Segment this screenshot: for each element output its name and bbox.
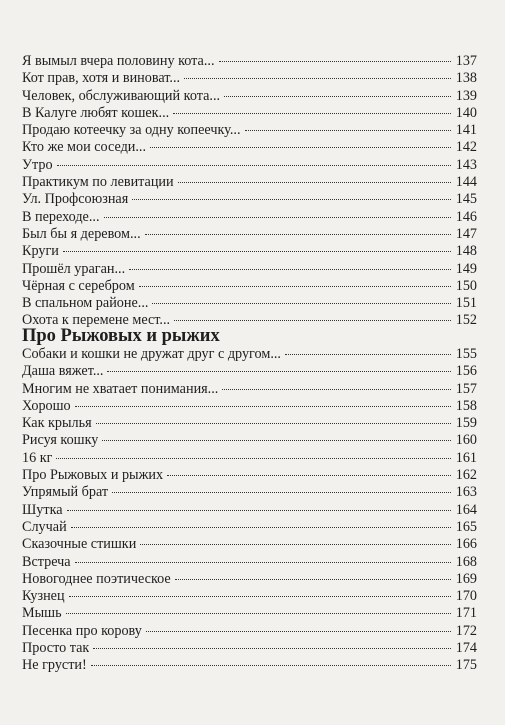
toc-entry-title: Шутка (22, 501, 63, 518)
toc-entry-title: Упрямый брат (22, 484, 109, 501)
toc-entry-page-number: 156 (455, 363, 477, 380)
toc-entry-page-number: 169 (455, 570, 477, 587)
dot-leader (102, 440, 451, 441)
toc-list-part2 (22, 346, 477, 675)
dot-leader (75, 562, 451, 563)
toc-entry-title: Просто так (22, 640, 90, 657)
dot-leader (107, 371, 451, 372)
toc-entry-title: Про Рыжовых и рыжих (22, 467, 164, 484)
toc-entry-title: Я вымыл вчера половину кота... (22, 53, 215, 69)
dot-leader (145, 234, 451, 235)
toc-entry-title: Был бы я деревом... (22, 225, 141, 242)
toc-entry-page-number: 168 (455, 553, 477, 570)
dot-leader (93, 648, 451, 649)
dot-leader (71, 527, 451, 528)
toc-entry (22, 226, 477, 243)
dot-leader (56, 458, 451, 459)
toc-entry (22, 657, 477, 674)
toc-entry-page-number: 163 (455, 484, 477, 501)
toc-entry-title: Охота к перемене мест... (22, 312, 171, 329)
toc-entry-title: Даша вяжет... (22, 363, 104, 380)
dot-leader (175, 579, 451, 580)
toc-entry-title: Человек, обслуживающий кота... (22, 87, 221, 104)
dot-leader (139, 286, 451, 287)
toc-entry-title: Кто же мои соседи... (22, 139, 147, 156)
dot-leader (173, 113, 451, 114)
dot-leader (96, 423, 451, 424)
toc-entry-page-number: 152 (455, 312, 477, 329)
dot-leader (75, 406, 451, 407)
toc-entry-title: Кузнец (22, 588, 65, 605)
dot-leader (140, 544, 451, 545)
toc-entry-page-number: 148 (455, 243, 477, 260)
toc-entry-page-number: 155 (455, 346, 477, 362)
toc-entry-page-number: 164 (455, 501, 477, 518)
toc-entry (22, 174, 477, 191)
toc-entry-title: В спальном районе... (22, 295, 149, 312)
toc-entry-title: Утро (22, 156, 53, 173)
toc-entry-page-number: 140 (455, 104, 477, 121)
toc-entry-title: Практикум по левитации (22, 174, 174, 191)
toc-entry-title: Ул. Профсоюзная (22, 191, 129, 208)
toc-entry-page-number: 166 (455, 536, 477, 553)
toc-entry (22, 519, 477, 536)
dot-leader (67, 510, 451, 511)
toc-entry-page-number: 146 (455, 208, 477, 225)
dot-leader (224, 96, 451, 97)
toc-entry (22, 88, 477, 105)
dot-leader (66, 613, 451, 614)
toc-entry-page-number: 147 (455, 225, 477, 242)
toc-entry (22, 346, 477, 363)
toc-entry (22, 502, 477, 519)
dot-leader (129, 269, 451, 270)
dot-leader (184, 78, 451, 79)
toc-entry-title: Чёрная с серебром (22, 277, 135, 294)
toc-entry-title: Хорошо (22, 397, 71, 414)
toc-entry-title: Не грусти! (22, 657, 87, 674)
toc-entry-page-number: 144 (455, 174, 477, 191)
toc-entry (22, 157, 477, 174)
dot-leader (167, 475, 451, 476)
toc-entry-title: Прошёл ураган... (22, 260, 126, 277)
toc-entry-title: В переходе... (22, 208, 100, 225)
toc-entry (22, 243, 477, 260)
toc-entry-page-number: 160 (455, 432, 477, 449)
toc-entry (22, 415, 477, 432)
toc-entry-page-number: 159 (455, 415, 477, 432)
toc-entry-title: Песенка про корову (22, 622, 142, 639)
toc-entry (22, 122, 477, 139)
toc-entry-page-number: 139 (455, 87, 477, 104)
toc-entry (22, 70, 477, 87)
toc-entry-page-number: 174 (455, 640, 477, 657)
section-heading: Про Рыжовых и рыжих (22, 326, 220, 346)
toc-entry (22, 363, 477, 380)
toc-entry-title: Случай (22, 518, 67, 535)
toc-entry (22, 278, 477, 295)
toc-entry (22, 484, 477, 501)
toc-entry-page-number: 172 (455, 622, 477, 639)
toc-entry-page-number: 171 (455, 605, 477, 622)
toc-entry-page-number: 157 (455, 380, 477, 397)
dot-leader (174, 320, 451, 321)
toc-entry (22, 432, 477, 449)
toc-entry-title: Рисуя кошку (22, 432, 99, 449)
toc-entry-page-number: 149 (455, 260, 477, 277)
dot-leader (222, 389, 451, 390)
toc-entry-page-number: 151 (455, 295, 477, 312)
toc-entry (22, 623, 477, 640)
toc-entry (22, 105, 477, 122)
toc-entry (22, 571, 477, 588)
toc-entry (22, 588, 477, 605)
dot-leader (104, 217, 452, 218)
dot-leader (146, 631, 451, 632)
dot-leader (112, 492, 451, 493)
toc-entry (22, 209, 477, 226)
toc-entry-page-number: 138 (455, 70, 477, 87)
dot-leader (57, 165, 451, 166)
toc-entry-title: Круги (22, 243, 59, 260)
toc-entry (22, 605, 477, 622)
toc-entry-page-number: 141 (455, 122, 477, 139)
toc-entry-title: Кот прав, хотя и виноват... (22, 70, 181, 87)
toc-entry-page-number: 142 (455, 139, 477, 156)
toc-entry-page-number: 161 (455, 449, 477, 466)
toc-entry (22, 398, 477, 415)
toc-entry (22, 53, 477, 70)
toc-entry (22, 467, 477, 484)
toc-entry-title: Собаки и кошки не дружат друг с другом... (22, 346, 281, 362)
toc-entry-page-number: 158 (455, 397, 477, 414)
toc-entry-page-number: 162 (455, 467, 477, 484)
toc-entry-title: В Калуге любят кошек... (22, 104, 170, 121)
dot-leader (69, 596, 451, 597)
toc-entry (22, 450, 477, 467)
toc-entry-page-number: 165 (455, 518, 477, 535)
dot-leader (245, 130, 452, 131)
toc-entry-page-number: 170 (455, 588, 477, 605)
toc-entry (22, 536, 477, 553)
toc-entry-title: Новогоднее поэтическое (22, 570, 171, 587)
dot-leader (150, 147, 451, 148)
toc-list-part1 (22, 53, 477, 330)
dot-leader (219, 61, 452, 62)
toc-entry-title: Сказочные стишки (22, 536, 137, 553)
toc-entry-title: Продаю котеечку за одну копеечку... (22, 122, 241, 139)
toc-entry-title: Как крылья (22, 415, 92, 432)
toc-entry (22, 191, 477, 208)
toc-entry-page-number: 150 (455, 277, 477, 294)
dot-leader (132, 199, 451, 200)
dot-leader (91, 665, 451, 666)
dot-leader (178, 182, 451, 183)
toc-entry (22, 261, 477, 278)
toc-entry (22, 139, 477, 156)
toc-entry (22, 381, 477, 398)
toc-entry-page-number: 175 (455, 657, 477, 674)
toc-entry-title: 16 кг (22, 449, 53, 466)
toc-entry-page-number: 137 (455, 53, 477, 69)
dot-leader (285, 354, 451, 355)
dot-leader (63, 251, 451, 252)
toc-entry-title: Встреча (22, 553, 71, 570)
toc-entry (22, 554, 477, 571)
toc-entry-title: Мышь (22, 605, 62, 622)
toc-entry (22, 295, 477, 312)
toc-entry-title: Многим не хватает понимания... (22, 380, 219, 397)
toc-entry (22, 640, 477, 657)
dot-leader (152, 303, 451, 304)
toc-entry-page-number: 143 (455, 156, 477, 173)
toc-entry-page-number: 145 (455, 191, 477, 208)
